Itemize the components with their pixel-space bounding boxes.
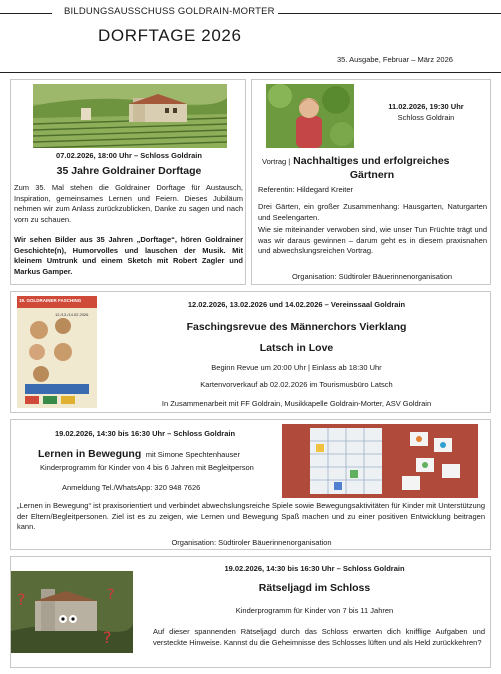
- fasching-presale: Kartenvorverkauf ab 02.02.2026 im Tourismusbüro Latsch: [200, 380, 393, 389]
- dorftage-title: 35 Jahre Goldrainer Dorftage: [56, 165, 202, 177]
- fasching-times: Beginn Revue um 20:00 Uhr | Einlass ab 18:30 Uhr: [211, 363, 382, 372]
- fasching-title: Faschingsrevue des Männerchors Vierklang: [186, 321, 407, 333]
- gaertnern-venue: Schloss Goldrain: [397, 113, 455, 122]
- gaertnern-title-a: Nachhaltiges und erfolgreiches: [293, 155, 450, 167]
- raetsel-audience: Kinderprogramm für Kinder von 7 bis 11 Jahren: [235, 606, 394, 615]
- bewegung-signup: Anmeldung Tel./WhatsApp: 320 948 7626: [62, 483, 201, 492]
- fasching-partners: In Zusammenarbeit mit FF Goldrain, Musikkapelle Goldrain-Morter, ASV Goldrain: [161, 399, 432, 408]
- header-rule-left: [0, 13, 52, 14]
- fasching-date: 12.02.2026, 13.02.2026 und 14.02.2026 – Vereinssaal Goldrain: [187, 300, 406, 309]
- svg-text:?: ?: [17, 590, 26, 609]
- raetsel-date: 19.02.2026, 14:30 bis 16:30 Uhr – Schloss Goldrain: [224, 564, 405, 573]
- bewegung-title: Lernen in Bewegung: [38, 448, 142, 460]
- event-card-gaertnern: [251, 79, 491, 285]
- raetsel-title: Rätseljagd im Schloss: [258, 582, 371, 594]
- poster-dates-label: 12./13./14.02.2026: [55, 312, 89, 317]
- poster-top-label: 19. GOLDRAINER FASCHING: [19, 298, 82, 303]
- bewegung-host: mit Simone Spechtenhauser: [145, 450, 240, 459]
- gaertnern-title-line1: [262, 155, 450, 167]
- event-card-bewegung: [10, 419, 491, 550]
- dorftage-date: 07.02.2026, 18:00 Uhr – Schloss Goldrain: [56, 151, 202, 160]
- faschingsrevue-poster: [17, 296, 97, 408]
- learning-game-photo: [282, 424, 478, 498]
- bewegung-title-line: [38, 444, 240, 462]
- svg-text:?: ?: [107, 587, 115, 603]
- castle-puzzle-illustration: [11, 571, 133, 653]
- vineyard-castle-photo: [33, 84, 227, 148]
- event-card-dorftage: [10, 79, 246, 285]
- gaertnern-text1: Drei Gärten, ein großer Zusammenhang: Hausgarten, Naturgarten und Seelengarten.: [258, 202, 487, 222]
- bewegung-text: „Lernen in Bewegung“ ist praxisorientiert und verbindet abwechslungsreiche Spiele sowie Bewegungsaktivitäten für Kinder mit Unterstützung der Eltern/Begleitpersonen. Ziel ist es zu zeigen, wie Lernen und Bewegung Spaß machen und zu einer positiven Entwicklung beitragen kann.: [17, 501, 485, 532]
- bewegung-date: 19.02.2026, 14:30 bis 16:30 Uhr – Schloss Goldrain: [54, 429, 236, 438]
- fasching-subtitle: Latsch in Love: [259, 342, 334, 354]
- event-card-fasching: [10, 291, 491, 413]
- gaertnern-date-text: 11.02.2026, 19:30 Uhr: [388, 102, 464, 111]
- issue-label: 35. Ausgabe, Februar – März 2026: [337, 55, 453, 64]
- header-rule-bottom: [0, 72, 501, 73]
- raetsel-text: Auf dieser spannenden Rätseljagd durch das Schloss erwarten dich knifflige Aufgaben und versteckte Hinweise. Kannst du die Geheimnisse des Schlosses lüften und als Held zurückkehren?: [153, 627, 485, 647]
- gaertnern-date: [360, 102, 492, 112]
- header-rule-right: [278, 13, 501, 14]
- svg-text:?: ?: [103, 628, 112, 647]
- bewegung-organizer: Organisation: Südtiroler Bäuerinnenorganisation: [171, 538, 332, 547]
- organization-name: BILDUNGSAUSSCHUSS GOLDRAIN-MORTER: [64, 6, 275, 17]
- dorftage-text-bold: Wir sehen Bilder aus 35 Jahren „Dorftage“, hören Goldrainer Geschichte(n), Humorvolles und lauschen der Musik. Mit kleinem Umtrunk und einem Sketch mit Robert Zagler und Markus Gamper.: [14, 235, 243, 276]
- gaertnern-title-b: Gärtnern: [349, 169, 395, 181]
- event-card-raetsel: [10, 556, 491, 668]
- garden-woman-photo: [266, 84, 354, 148]
- gaertnern-organizer: Organisation: Südtiroler Bäuerinnenorganisation: [291, 272, 453, 281]
- gaertnern-text2: Wie sie miteinander verwoben sind, wie unser Tun Früchte trägt und was wir daraus gewinnen – darum geht es in diesem praxisnahen und abwechslungsreichen Vortrag.: [258, 225, 487, 256]
- dorftage-text: Zum 35. Mal stehen die Goldrainer Dorftage für Austausch, Inspiration, gemeinsames Lernen und Feiern. Dieses Jubiläum nehmen wir zum Anlass zurückzublicken, Danke zu sagen und nach vorn zu schauen.: [14, 183, 243, 224]
- page-title: DORFTAGE 2026: [98, 26, 242, 45]
- gaertnern-kind: Vortrag |: [262, 157, 291, 166]
- bewegung-audience: Kinderprogramm für Kinder von 4 bis 6 Jahren mit Begleitperson: [40, 463, 254, 472]
- gaertnern-speaker: Referentin: Hildegard Kreiter: [258, 185, 354, 194]
